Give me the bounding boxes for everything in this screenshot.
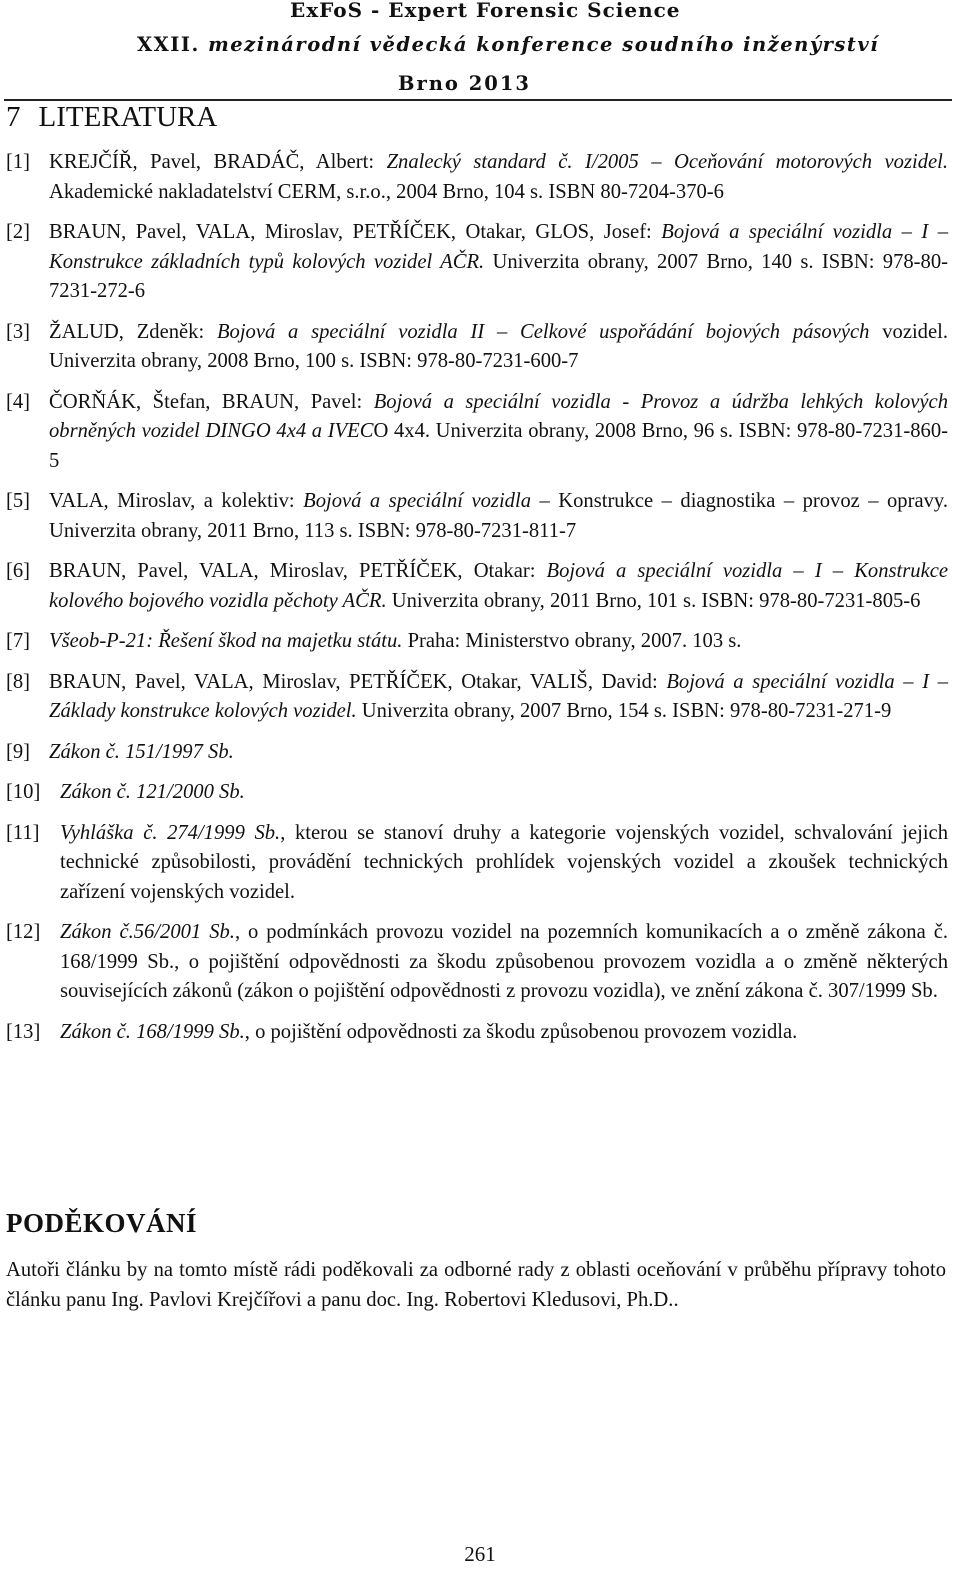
reference-text bbox=[49, 668, 948, 727]
reference-text bbox=[49, 557, 948, 616]
reference-publication-details: Univerzita obrany, 2011 Brno, 101 s. ISBN: 978-80-7231-805-6 bbox=[386, 589, 921, 612]
reference-item bbox=[6, 668, 948, 727]
reference-authors: BRAUN, Pavel, VALA, Miroslav, PETŘÍČEK, Otakar, VALIŠ, David: bbox=[49, 670, 667, 693]
reference-label: [9] bbox=[6, 740, 31, 763]
header-journal-name: ExFoS - Expert Forensic Science bbox=[290, 0, 681, 22]
header-conference-title: mezinárodní vědecká konference soudního inženýrství bbox=[208, 33, 880, 56]
reference-authors: BRAUN, Pavel, VALA, Miroslav, PETŘÍČEK, Otakar: bbox=[49, 560, 547, 582]
reference-title: Bojová a speciální vozidla - Provoz a údržba lehkých kolových obrněných vozidel DINGO 4x4 a IVEC bbox=[49, 390, 948, 442]
reference-authors: BRAUN, Pavel, VALA, Miroslav, PETŘÍČEK, Otakar, GLOS, Josef: bbox=[49, 221, 662, 243]
reference-item bbox=[6, 819, 948, 908]
reference-authors: VALA, Miroslav, a kolektiv: bbox=[49, 490, 304, 512]
reference-publication-details: Akademické nakladatelství CERM, s.r.o., 2004 Brno, 104 s. ISBN 80-7204-370-6 bbox=[49, 180, 724, 203]
reference-text bbox=[49, 388, 948, 477]
reference-text bbox=[60, 819, 948, 908]
reference-publication-details: , o pojištění odpovědnosti za škodu způsobenou provozem vozidla. bbox=[244, 1020, 798, 1043]
header-conference-number: XXII. bbox=[137, 33, 209, 56]
reference-text bbox=[49, 487, 948, 546]
reference-item bbox=[6, 318, 948, 377]
reference-title: Zákon č. 168/1999 Sb. bbox=[60, 1020, 245, 1043]
section-title: LITERATURA bbox=[38, 101, 218, 133]
reference-item bbox=[6, 557, 948, 616]
reference-label: [7] bbox=[6, 630, 31, 652]
reference-title: Bojová a speciální vozidla – I – Konstrukce kolového bojového vozidla pěchoty AČR. bbox=[49, 560, 948, 612]
reference-label: [2] bbox=[6, 221, 31, 243]
reference-label: [12] bbox=[6, 921, 41, 943]
reference-title: Bojová a speciální vozidla – I – Konstrukce základních typů kolových vozidel AČR. bbox=[49, 221, 949, 273]
reference-label: [10] bbox=[6, 781, 41, 803]
reference-text bbox=[60, 1018, 948, 1048]
reference-item bbox=[6, 778, 948, 808]
reference-title: Znalecký standard č. I/2005 – Oceňování motorových vozidel. bbox=[386, 151, 948, 173]
reference-label: [1] bbox=[6, 151, 31, 173]
reference-publication-details: Univerzita obrany, 2007 Brno, 154 s. ISBN: 978-80-7231-271-9 bbox=[356, 700, 892, 722]
reference-item bbox=[6, 148, 948, 207]
reference-item bbox=[6, 1018, 948, 1048]
reference-item bbox=[6, 627, 948, 657]
page-number: 261 bbox=[464, 1542, 496, 1566]
reference-text bbox=[49, 738, 948, 768]
reference-text bbox=[49, 627, 948, 657]
reference-label: [5] bbox=[6, 490, 31, 512]
reference-item bbox=[6, 388, 948, 477]
reference-text bbox=[49, 218, 948, 307]
section-number: 7 bbox=[6, 101, 21, 133]
reference-label: [13] bbox=[6, 1020, 41, 1043]
reference-publication-details: vozidel. Univerzita obrany, 2008 Brno, 100 s. ISBN: 978-80-7231-600-7 bbox=[49, 320, 948, 372]
section-heading bbox=[6, 101, 217, 134]
reference-title: Zákon č. 121/2000 Sb. bbox=[60, 781, 245, 803]
reference-publication-details: Praha: Ministerstvo obrany, 2007. 103 s. bbox=[402, 630, 742, 652]
reference-label: [4] bbox=[6, 390, 31, 413]
reference-text bbox=[49, 148, 948, 207]
reference-authors: ČORŇÁK, Štefan, BRAUN, Pavel: bbox=[49, 390, 374, 413]
reference-label: [8] bbox=[6, 670, 31, 693]
reference-label: [6] bbox=[6, 560, 31, 582]
running-header bbox=[0, 0, 960, 103]
reference-text bbox=[60, 918, 948, 1007]
reference-publication-details: Univerzita obrany, 2007 Brno, 140 s. ISBN: 978-80-7231-272-6 bbox=[49, 250, 948, 302]
header-location-year: Brno 2013 bbox=[398, 72, 532, 95]
reference-publication-details: – Konstrukce – diagnostika – provoz – opravy. Univerzita obrany, 2011 Brno, 113 s. ISBN: 978-80-7231-811-7 bbox=[49, 490, 949, 542]
reference-title: Všeob-P-21: Řešení škod na majetku státu. bbox=[49, 630, 403, 652]
reference-title: Bojová a speciální vozidla – I – Základy konstrukce kolových vozidel. bbox=[49, 670, 948, 722]
reference-publication-details: , kterou se stanoví druhy a kategorie vojenských vozidel, schvalování jejich technické způsobilosti, provádění technických prohlídek vojenských vozidel a zkoušek technických zařízení vojenských vozidel. bbox=[60, 821, 948, 903]
reference-item bbox=[6, 918, 948, 1007]
header-conference-name bbox=[137, 33, 879, 56]
reference-title: Zákon č. 151/1997 Sb. bbox=[49, 740, 234, 763]
acknowledgement-text: Autoři článku by na tomto místě rádi poděkovali za odborné rady z oblasti oceňování v průběhu přípravy tohoto článku panu Ing. Pavlovi Krejčířovi a panu doc. Ing. Robertovi Kledusovi, Ph.D.. bbox=[6, 1259, 946, 1311]
reference-title: Bojová a speciální vozidla bbox=[303, 490, 531, 512]
reference-publication-details: , o podmínkách provozu vozidel na pozemních komunikacích a o změně zákona č. 168/1999 Sb., o pojištění odpovědnosti za škodu způsobenou provozem vozidla a o změně některých souvisejících zákonů (zákon o pojištění odpovědnosti z provozu vozidla), ve znění zákona č. 307/1999 Sb. bbox=[60, 921, 948, 1002]
reference-text bbox=[49, 318, 948, 377]
reference-item bbox=[6, 487, 948, 546]
acknowledgement-heading: PODĚKOVÁNÍ bbox=[6, 1208, 198, 1238]
reference-authors: ŽALUD, Zdeněk: bbox=[49, 320, 217, 343]
reference-label: [11] bbox=[6, 821, 40, 844]
reference-title: Bojová a speciální vozidla II – Celkové uspořádání bojových pásových bbox=[216, 320, 870, 343]
reference-item bbox=[6, 218, 948, 307]
reference-list bbox=[6, 148, 948, 1058]
reference-authors: KREJČÍŘ, Pavel, BRADÁČ, Albert: bbox=[49, 151, 387, 173]
reference-title: Vyhláška č. 274/1999 Sb. bbox=[60, 821, 281, 844]
reference-label: [3] bbox=[6, 320, 31, 343]
reference-text bbox=[60, 778, 948, 808]
reference-publication-details: O 4x4. Univerzita obrany, 2008 Brno, 96 s. ISBN: 978-80-7231-860-5 bbox=[49, 420, 948, 472]
reference-item bbox=[6, 738, 948, 768]
reference-title: Zákon č.56/2001 Sb. bbox=[60, 921, 235, 943]
